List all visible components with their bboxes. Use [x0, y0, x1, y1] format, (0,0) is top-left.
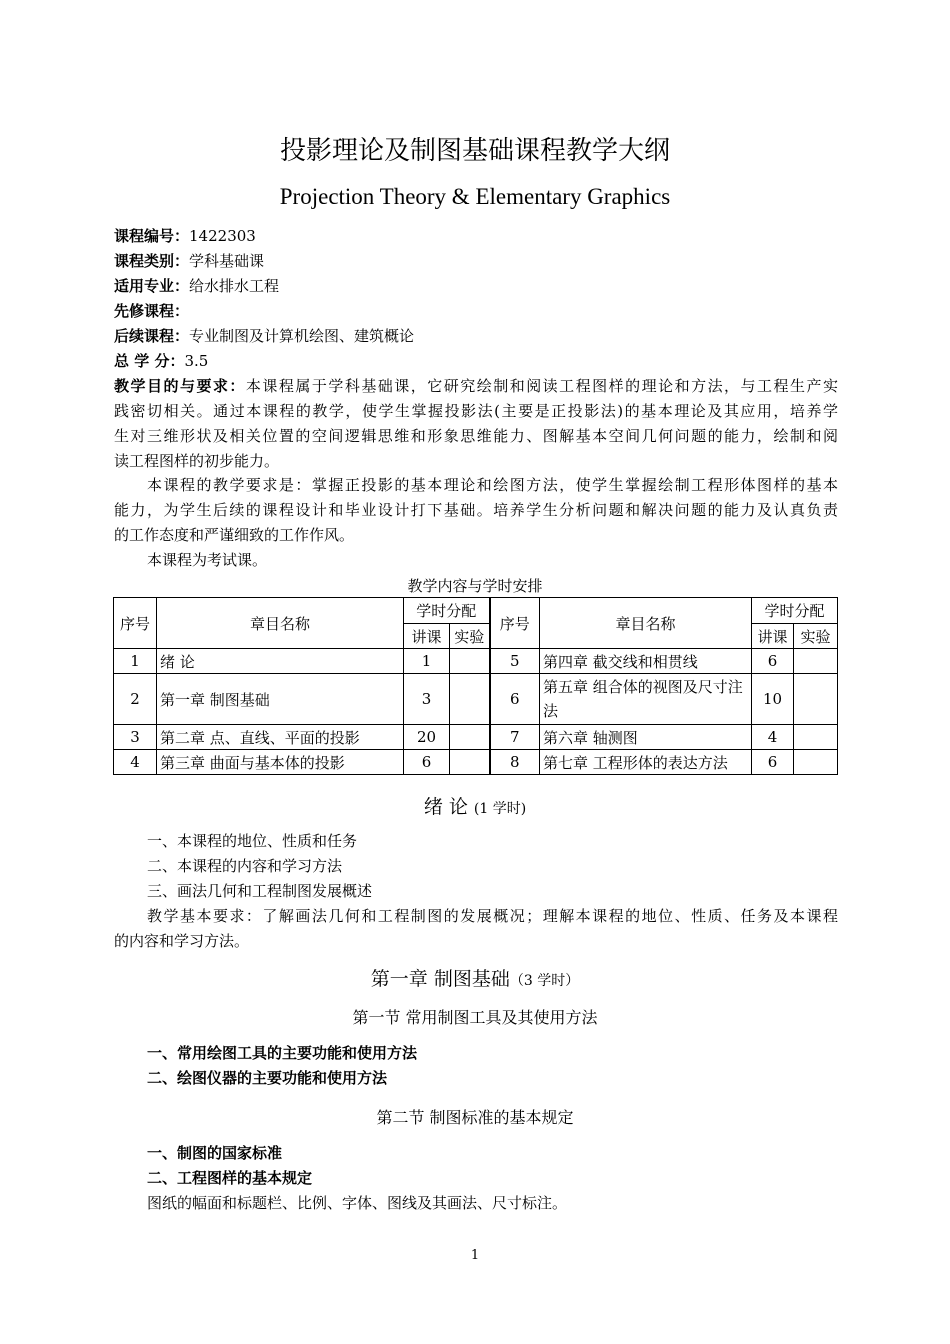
table-row: 3 第二章 点、直线、平面的投影 20 7 第六章 轴测图 4 — [114, 725, 838, 750]
table-row: 2 第一章 制图基础 3 6 第五章 组合体的视图及尺寸注法 10 — [114, 674, 838, 725]
table-row: 1 绪 论 1 5 第四章 截交线和相贯线 6 — [114, 649, 838, 674]
schedule-table — [113, 597, 838, 775]
intro-heading: 绪 论 (1 学时) — [423, 796, 527, 818]
section2-text: 图纸的幅面和标题栏、比例、字体、图线及其画法、尺寸标注。 — [147, 1194, 568, 1212]
header-hours: 学时分配 — [752, 598, 838, 624]
header-chapter: 章目名称 — [540, 598, 752, 649]
section2-title: 第二节 制图标准的基本规定 — [376, 1108, 574, 1127]
header-lecture: 讲课 — [752, 624, 794, 649]
intro-item: 二、本课程的内容和学习方法 — [147, 857, 343, 875]
info-course-type: 课程类别：学科基础课 — [114, 252, 265, 270]
info-prerequisite: 先修课程： — [114, 302, 190, 320]
section1-item: 一、常用绘图工具的主要功能和使用方法 — [147, 1044, 418, 1062]
header-no: 序号 — [490, 598, 540, 649]
section1-item: 二、绘图仪器的主要功能和使用方法 — [147, 1069, 388, 1087]
header-lab: 实验 — [450, 624, 490, 649]
intro-item: 一、本课程的地位、性质和任务 — [147, 832, 358, 850]
intro-requirement: 教学基本要求：了解画法几何和工程制图的发展概况；理解本课程的地位、性质、任务及本课程 的内容和学习方法。 — [114, 907, 838, 950]
header-chapter: 章目名称 — [157, 598, 404, 649]
section2-item: 一、制图的国家标准 — [147, 1144, 283, 1162]
page-subtitle: Projection Theory & Elementary Graphics — [279, 184, 671, 209]
header-no: 序号 — [114, 598, 157, 649]
page-title: 投影理论及制图基础课程教学大纲 — [279, 136, 670, 166]
requirement-paragraph: 本课程的教学要求是：掌握正投影的基本理论和绘图方法，使学生掌握绘制工程形体图样的基本 能力，为学生后续的课程设计和毕业设计打下基础。培养学生分析问题和解决问题的能力及认真负责 的工作态度和严谨细致的工作作风。 — [114, 476, 838, 544]
section1-title: 第一节 常用制图工具及其使用方法 — [352, 1008, 598, 1027]
exam-note: 本课程为考试课。 — [147, 551, 268, 569]
page-number: 1 — [470, 1248, 480, 1263]
info-credits: 总 学 分：3.5 — [114, 352, 209, 370]
table-caption: 教学内容与学时安排 — [407, 577, 543, 595]
info-major: 适用专业：给水排水工程 — [114, 277, 280, 295]
table-header-row — [114, 598, 838, 624]
objective-paragraph: 教学目的与要求：本课程属于学科基础课，它研究绘制和阅读工程图样的理论和方法，与工程生产实 践密切相关。通过本课程的教学，使学生掌握投影法(主要是正投影法)的基本理论及其应用，培养学 生对三维形状及相关位置的空间逻辑思维和形象思维能力、图解基本空间几何问题的能力，绘制和阅 读工程图样的初步能力。 — [114, 377, 838, 470]
table-row: 4 第三章 曲面与基本体的投影 6 8 第七章 工程形体的表达方法 6 — [114, 750, 838, 775]
header-lecture: 讲课 — [404, 624, 450, 649]
intro-item: 三、画法几何和工程制图发展概述 — [147, 882, 373, 900]
header-lab: 实验 — [794, 624, 838, 649]
info-followup: 后续课程：专业制图及计算机绘图、建筑概论 — [114, 327, 415, 345]
objective-label: 教学目的与要求： — [114, 377, 246, 395]
section2-item: 二、工程图样的基本规定 — [147, 1169, 313, 1187]
chapter1-heading: 第一章 制图基础（3 学时） — [370, 968, 580, 990]
info-course-code: 课程编号：1422303 — [114, 227, 256, 245]
header-hours: 学时分配 — [404, 598, 490, 624]
